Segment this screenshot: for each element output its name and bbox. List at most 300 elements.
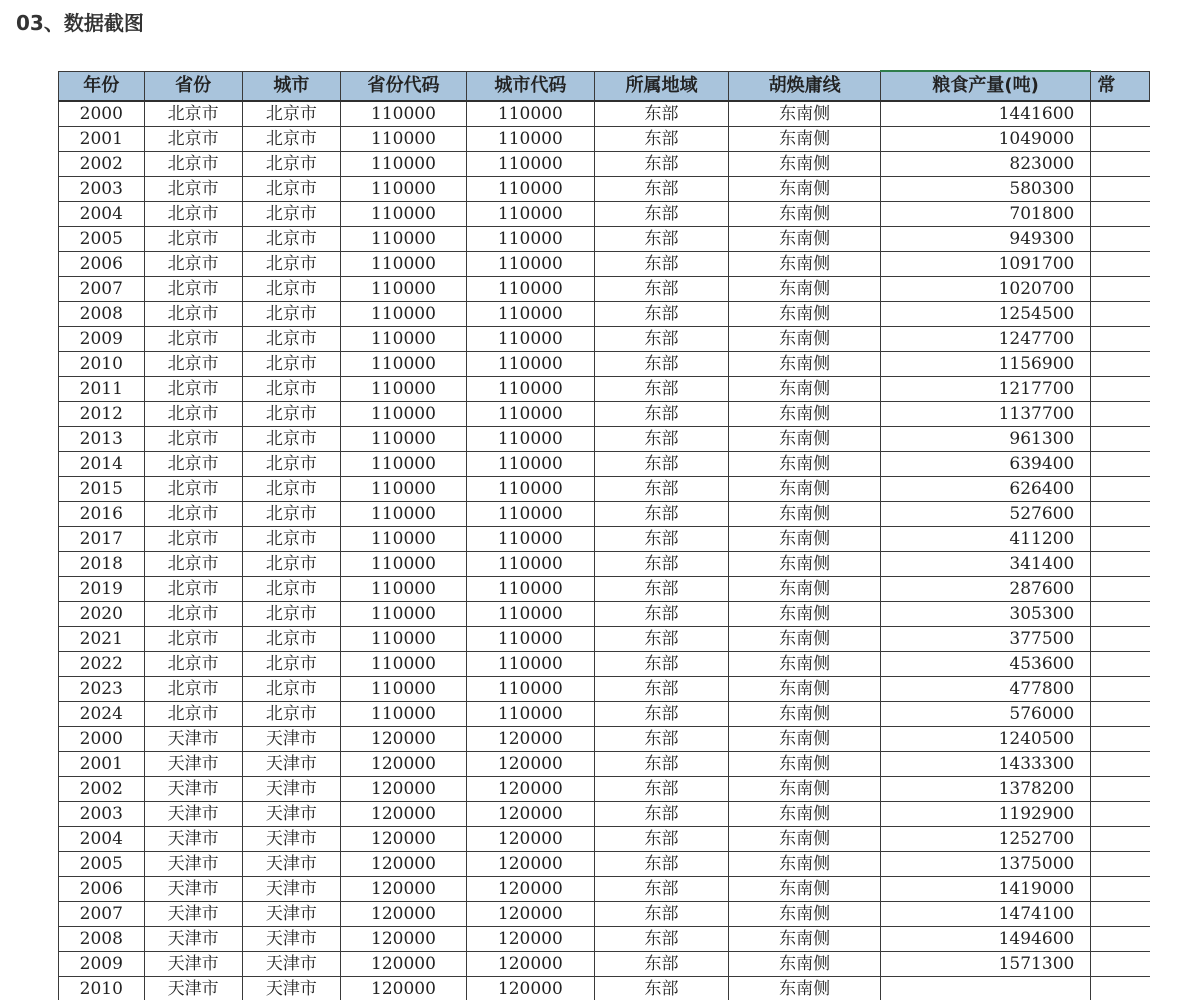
grain-output-cell[interactable]: 527600 — [880, 502, 1090, 527]
province-code-cell[interactable]: 120000 — [341, 827, 467, 852]
city-cell[interactable]: 北京市 — [242, 127, 340, 152]
empty-cell[interactable] — [1091, 727, 1150, 752]
province-cell[interactable]: 北京市 — [144, 202, 242, 227]
city-cell[interactable]: 北京市 — [242, 702, 340, 727]
hu-line-cell[interactable]: 东南侧 — [729, 302, 881, 327]
empty-cell[interactable] — [1091, 152, 1150, 177]
city-cell[interactable]: 北京市 — [242, 452, 340, 477]
year-cell[interactable]: 2008 — [59, 927, 145, 952]
city-cell[interactable]: 北京市 — [242, 252, 340, 277]
province-cell[interactable]: 北京市 — [144, 152, 242, 177]
grain-output-cell[interactable]: 1419000 — [880, 877, 1090, 902]
city-code-cell[interactable]: 120000 — [466, 852, 594, 877]
city-cell[interactable]: 北京市 — [242, 652, 340, 677]
empty-cell[interactable] — [1091, 877, 1150, 902]
grain-output-cell[interactable]: 287600 — [880, 577, 1090, 602]
year-cell[interactable]: 2010 — [59, 977, 145, 1000]
province-code-cell[interactable]: 110000 — [341, 602, 467, 627]
province-cell[interactable]: 北京市 — [144, 527, 242, 552]
region-cell[interactable]: 东部 — [594, 552, 729, 577]
province-code-cell[interactable]: 120000 — [341, 977, 467, 1000]
region-cell[interactable]: 东部 — [594, 352, 729, 377]
city-code-cell[interactable]: 110000 — [466, 502, 594, 527]
hu-line-cell[interactable]: 东南侧 — [729, 477, 881, 502]
city-code-cell[interactable]: 110000 — [466, 702, 594, 727]
region-cell[interactable]: 东部 — [594, 402, 729, 427]
province-cell[interactable]: 北京市 — [144, 552, 242, 577]
hu-line-cell[interactable]: 东南侧 — [729, 602, 881, 627]
city-code-cell[interactable]: 110000 — [466, 101, 594, 127]
region-cell[interactable]: 东部 — [594, 577, 729, 602]
city-code-cell[interactable]: 110000 — [466, 227, 594, 252]
region-cell[interactable]: 东部 — [594, 952, 729, 977]
province-code-cell[interactable]: 110000 — [341, 177, 467, 202]
region-cell[interactable]: 东部 — [594, 101, 729, 127]
header-province-code[interactable]: 省份代码 — [341, 71, 467, 101]
grain-output-cell[interactable]: 580300 — [880, 177, 1090, 202]
empty-cell[interactable] — [1091, 827, 1150, 852]
city-cell[interactable]: 北京市 — [242, 602, 340, 627]
province-cell[interactable]: 天津市 — [144, 802, 242, 827]
empty-cell[interactable] — [1091, 627, 1150, 652]
header-city-code[interactable]: 城市代码 — [466, 71, 594, 101]
grain-output-cell[interactable]: 626400 — [880, 477, 1090, 502]
grain-output-cell[interactable]: 1433300 — [880, 752, 1090, 777]
city-code-cell[interactable]: 110000 — [466, 302, 594, 327]
hu-line-cell[interactable]: 东南侧 — [729, 677, 881, 702]
province-code-cell[interactable]: 120000 — [341, 952, 467, 977]
empty-cell[interactable] — [1091, 427, 1150, 452]
hu-line-cell[interactable]: 东南侧 — [729, 702, 881, 727]
city-code-cell[interactable]: 110000 — [466, 677, 594, 702]
hu-line-cell[interactable]: 东南侧 — [729, 777, 881, 802]
hu-line-cell[interactable]: 东南侧 — [729, 727, 881, 752]
city-code-cell[interactable]: 110000 — [466, 577, 594, 602]
grain-output-cell[interactable]: 949300 — [880, 227, 1090, 252]
grain-output-cell[interactable]: 1217700 — [880, 377, 1090, 402]
hu-line-cell[interactable]: 东南侧 — [729, 627, 881, 652]
city-cell[interactable]: 北京市 — [242, 101, 340, 127]
empty-cell[interactable] — [1091, 777, 1150, 802]
year-cell[interactable]: 2006 — [59, 252, 145, 277]
empty-cell[interactable] — [1091, 702, 1150, 727]
empty-cell[interactable] — [1091, 902, 1150, 927]
province-code-cell[interactable]: 110000 — [341, 477, 467, 502]
empty-cell[interactable] — [1091, 652, 1150, 677]
region-cell[interactable]: 东部 — [594, 852, 729, 877]
year-cell[interactable]: 2004 — [59, 827, 145, 852]
grain-output-cell[interactable]: 305300 — [880, 602, 1090, 627]
province-cell[interactable]: 北京市 — [144, 702, 242, 727]
year-cell[interactable]: 2006 — [59, 877, 145, 902]
grain-output-cell[interactable]: 1247700 — [880, 327, 1090, 352]
province-code-cell[interactable]: 110000 — [341, 227, 467, 252]
province-cell[interactable]: 天津市 — [144, 902, 242, 927]
grain-output-cell[interactable]: 377500 — [880, 627, 1090, 652]
city-cell[interactable]: 天津市 — [242, 977, 340, 1000]
empty-cell[interactable] — [1091, 302, 1150, 327]
city-cell[interactable]: 北京市 — [242, 202, 340, 227]
grain-output-cell[interactable]: 639400 — [880, 452, 1090, 477]
city-code-cell[interactable]: 120000 — [466, 802, 594, 827]
province-cell[interactable]: 北京市 — [144, 477, 242, 502]
province-cell[interactable]: 天津市 — [144, 977, 242, 1000]
header-hu-line[interactable]: 胡焕庸线 — [729, 71, 881, 101]
grain-output-cell[interactable]: 823000 — [880, 152, 1090, 177]
year-cell[interactable]: 2002 — [59, 152, 145, 177]
province-code-cell[interactable]: 110000 — [341, 302, 467, 327]
province-cell[interactable]: 北京市 — [144, 452, 242, 477]
empty-cell[interactable] — [1091, 101, 1150, 127]
header-region[interactable]: 所属地域 — [594, 71, 729, 101]
grain-output-cell[interactable]: 1049000 — [880, 127, 1090, 152]
city-cell[interactable]: 北京市 — [242, 177, 340, 202]
province-code-cell[interactable]: 110000 — [341, 652, 467, 677]
hu-line-cell[interactable]: 东南侧 — [729, 552, 881, 577]
grain-output-cell[interactable]: 477800 — [880, 677, 1090, 702]
hu-line-cell[interactable]: 东南侧 — [729, 927, 881, 952]
year-cell[interactable]: 2002 — [59, 777, 145, 802]
city-cell[interactable]: 天津市 — [242, 752, 340, 777]
province-cell[interactable]: 北京市 — [144, 502, 242, 527]
region-cell[interactable]: 东部 — [594, 477, 729, 502]
city-cell[interactable]: 北京市 — [242, 227, 340, 252]
city-code-cell[interactable]: 110000 — [466, 602, 594, 627]
hu-line-cell[interactable]: 东南侧 — [729, 852, 881, 877]
province-code-cell[interactable]: 110000 — [341, 202, 467, 227]
city-cell[interactable]: 北京市 — [242, 377, 340, 402]
year-cell[interactable]: 2021 — [59, 627, 145, 652]
region-cell[interactable]: 东部 — [594, 152, 729, 177]
year-cell[interactable]: 2005 — [59, 852, 145, 877]
empty-cell[interactable] — [1091, 127, 1150, 152]
province-code-cell[interactable]: 110000 — [341, 502, 467, 527]
province-code-cell[interactable]: 120000 — [341, 877, 467, 902]
hu-line-cell[interactable]: 东南侧 — [729, 252, 881, 277]
province-cell[interactable]: 北京市 — [144, 427, 242, 452]
province-cell[interactable]: 北京市 — [144, 677, 242, 702]
province-cell[interactable]: 北京市 — [144, 652, 242, 677]
city-cell[interactable]: 天津市 — [242, 852, 340, 877]
region-cell[interactable]: 东部 — [594, 827, 729, 852]
hu-line-cell[interactable]: 东南侧 — [729, 152, 881, 177]
hu-line-cell[interactable]: 东南侧 — [729, 177, 881, 202]
province-code-cell[interactable]: 110000 — [341, 577, 467, 602]
hu-line-cell[interactable]: 东南侧 — [729, 352, 881, 377]
province-cell[interactable]: 北京市 — [144, 302, 242, 327]
header-next-column[interactable]: 常 — [1091, 71, 1150, 101]
empty-cell[interactable] — [1091, 802, 1150, 827]
region-cell[interactable]: 东部 — [594, 627, 729, 652]
province-code-cell[interactable]: 110000 — [341, 252, 467, 277]
year-cell[interactable]: 2013 — [59, 427, 145, 452]
province-cell[interactable]: 北京市 — [144, 277, 242, 302]
city-cell[interactable]: 天津市 — [242, 927, 340, 952]
city-cell[interactable]: 天津市 — [242, 802, 340, 827]
hu-line-cell[interactable]: 东南侧 — [729, 502, 881, 527]
city-cell[interactable]: 天津市 — [242, 877, 340, 902]
city-cell[interactable]: 天津市 — [242, 827, 340, 852]
city-cell[interactable]: 天津市 — [242, 952, 340, 977]
empty-cell[interactable] — [1091, 677, 1150, 702]
province-cell[interactable]: 北京市 — [144, 252, 242, 277]
city-code-cell[interactable]: 110000 — [466, 477, 594, 502]
region-cell[interactable]: 东部 — [594, 902, 729, 927]
hu-line-cell[interactable]: 东南侧 — [729, 652, 881, 677]
year-cell[interactable]: 2009 — [59, 952, 145, 977]
region-cell[interactable]: 东部 — [594, 727, 729, 752]
city-code-cell[interactable]: 110000 — [466, 377, 594, 402]
hu-line-cell[interactable]: 东南侧 — [729, 327, 881, 352]
year-cell[interactable]: 2008 — [59, 302, 145, 327]
grain-output-cell[interactable]: 1240500 — [880, 727, 1090, 752]
city-code-cell[interactable]: 110000 — [466, 527, 594, 552]
year-cell[interactable]: 2023 — [59, 677, 145, 702]
province-code-cell[interactable]: 110000 — [341, 552, 467, 577]
year-cell[interactable]: 2016 — [59, 502, 145, 527]
city-code-cell[interactable]: 110000 — [466, 327, 594, 352]
city-code-cell[interactable]: 110000 — [466, 152, 594, 177]
city-code-cell[interactable]: 110000 — [466, 652, 594, 677]
region-cell[interactable]: 东部 — [594, 177, 729, 202]
province-code-cell[interactable]: 120000 — [341, 752, 467, 777]
grain-output-cell[interactable]: 1254500 — [880, 302, 1090, 327]
city-code-cell[interactable]: 110000 — [466, 277, 594, 302]
province-code-cell[interactable]: 110000 — [341, 427, 467, 452]
province-code-cell[interactable]: 110000 — [341, 377, 467, 402]
hu-line-cell[interactable]: 东南侧 — [729, 952, 881, 977]
city-cell[interactable]: 北京市 — [242, 402, 340, 427]
province-cell[interactable]: 北京市 — [144, 177, 242, 202]
province-cell[interactable]: 天津市 — [144, 927, 242, 952]
region-cell[interactable]: 东部 — [594, 652, 729, 677]
region-cell[interactable]: 东部 — [594, 602, 729, 627]
empty-cell[interactable] — [1091, 177, 1150, 202]
grain-output-cell[interactable]: 1494600 — [880, 927, 1090, 952]
year-cell[interactable]: 2001 — [59, 752, 145, 777]
grain-output-cell[interactable]: 1474100 — [880, 902, 1090, 927]
hu-line-cell[interactable]: 东南侧 — [729, 427, 881, 452]
year-cell[interactable]: 2001 — [59, 127, 145, 152]
empty-cell[interactable] — [1091, 202, 1150, 227]
city-code-cell[interactable]: 120000 — [466, 752, 594, 777]
city-code-cell[interactable]: 120000 — [466, 827, 594, 852]
grain-output-cell[interactable]: 1156900 — [880, 352, 1090, 377]
province-code-cell[interactable]: 120000 — [341, 927, 467, 952]
empty-cell[interactable] — [1091, 852, 1150, 877]
city-cell[interactable]: 北京市 — [242, 627, 340, 652]
province-cell[interactable]: 北京市 — [144, 627, 242, 652]
city-cell[interactable]: 北京市 — [242, 302, 340, 327]
city-code-cell[interactable]: 120000 — [466, 952, 594, 977]
empty-cell[interactable] — [1091, 402, 1150, 427]
empty-cell[interactable] — [1091, 227, 1150, 252]
province-code-cell[interactable]: 110000 — [341, 527, 467, 552]
empty-cell[interactable] — [1091, 327, 1150, 352]
province-cell[interactable]: 天津市 — [144, 727, 242, 752]
city-code-cell[interactable]: 110000 — [466, 127, 594, 152]
year-cell[interactable]: 2022 — [59, 652, 145, 677]
hu-line-cell[interactable]: 东南侧 — [729, 527, 881, 552]
city-code-cell[interactable]: 110000 — [466, 552, 594, 577]
year-cell[interactable]: 2018 — [59, 552, 145, 577]
hu-line-cell[interactable]: 东南侧 — [729, 802, 881, 827]
region-cell[interactable]: 东部 — [594, 977, 729, 1000]
empty-cell[interactable] — [1091, 552, 1150, 577]
city-code-cell[interactable]: 110000 — [466, 402, 594, 427]
hu-line-cell[interactable]: 东南侧 — [729, 877, 881, 902]
grain-output-cell[interactable]: 576000 — [880, 702, 1090, 727]
hu-line-cell[interactable]: 东南侧 — [729, 377, 881, 402]
year-cell[interactable]: 2000 — [59, 727, 145, 752]
grain-output-cell[interactable]: 1137700 — [880, 402, 1090, 427]
header-grain-output[interactable]: 粮食产量(吨) — [880, 71, 1090, 101]
year-cell[interactable]: 2011 — [59, 377, 145, 402]
empty-cell[interactable] — [1091, 352, 1150, 377]
region-cell[interactable]: 东部 — [594, 302, 729, 327]
hu-line-cell[interactable]: 东南侧 — [729, 827, 881, 852]
province-cell[interactable]: 北京市 — [144, 602, 242, 627]
province-code-cell[interactable]: 110000 — [341, 127, 467, 152]
province-code-cell[interactable]: 110000 — [341, 327, 467, 352]
year-cell[interactable]: 2000 — [59, 101, 145, 127]
year-cell[interactable]: 2017 — [59, 527, 145, 552]
province-code-cell[interactable]: 110000 — [341, 352, 467, 377]
grain-output-cell[interactable]: 1375000 — [880, 852, 1090, 877]
hu-line-cell[interactable]: 东南侧 — [729, 977, 881, 1000]
year-cell[interactable]: 2007 — [59, 277, 145, 302]
city-code-cell[interactable]: 120000 — [466, 927, 594, 952]
empty-cell[interactable] — [1091, 752, 1150, 777]
city-cell[interactable]: 北京市 — [242, 152, 340, 177]
region-cell[interactable]: 东部 — [594, 452, 729, 477]
empty-cell[interactable] — [1091, 377, 1150, 402]
empty-cell[interactable] — [1091, 602, 1150, 627]
city-code-cell[interactable]: 110000 — [466, 177, 594, 202]
province-cell[interactable]: 天津市 — [144, 777, 242, 802]
hu-line-cell[interactable]: 东南侧 — [729, 202, 881, 227]
hu-line-cell[interactable]: 东南侧 — [729, 277, 881, 302]
year-cell[interactable]: 2005 — [59, 227, 145, 252]
city-code-cell[interactable]: 120000 — [466, 877, 594, 902]
hu-line-cell[interactable]: 东南侧 — [729, 227, 881, 252]
city-cell[interactable]: 北京市 — [242, 502, 340, 527]
region-cell[interactable]: 东部 — [594, 227, 729, 252]
province-cell[interactable]: 天津市 — [144, 827, 242, 852]
year-cell[interactable]: 2012 — [59, 402, 145, 427]
province-cell[interactable]: 北京市 — [144, 327, 242, 352]
province-code-cell[interactable]: 110000 — [341, 702, 467, 727]
city-cell[interactable]: 天津市 — [242, 902, 340, 927]
year-cell[interactable]: 2015 — [59, 477, 145, 502]
city-code-cell[interactable]: 110000 — [466, 202, 594, 227]
city-cell[interactable]: 北京市 — [242, 327, 340, 352]
province-cell[interactable]: 北京市 — [144, 127, 242, 152]
empty-cell[interactable] — [1091, 452, 1150, 477]
year-cell[interactable]: 2007 — [59, 902, 145, 927]
region-cell[interactable]: 东部 — [594, 502, 729, 527]
region-cell[interactable]: 东部 — [594, 702, 729, 727]
city-code-cell[interactable]: 120000 — [466, 727, 594, 752]
year-cell[interactable]: 2003 — [59, 802, 145, 827]
hu-line-cell[interactable]: 东南侧 — [729, 452, 881, 477]
province-cell[interactable]: 北京市 — [144, 577, 242, 602]
grain-output-cell[interactable]: 453600 — [880, 652, 1090, 677]
region-cell[interactable]: 东部 — [594, 777, 729, 802]
grain-output-cell[interactable]: 1252700 — [880, 827, 1090, 852]
city-cell[interactable]: 北京市 — [242, 277, 340, 302]
year-cell[interactable]: 2019 — [59, 577, 145, 602]
hu-line-cell[interactable]: 东南侧 — [729, 902, 881, 927]
province-code-cell[interactable]: 110000 — [341, 152, 467, 177]
city-code-cell[interactable]: 110000 — [466, 452, 594, 477]
city-cell[interactable]: 北京市 — [242, 477, 340, 502]
empty-cell[interactable] — [1091, 527, 1150, 552]
province-cell[interactable]: 北京市 — [144, 352, 242, 377]
hu-line-cell[interactable]: 东南侧 — [729, 127, 881, 152]
empty-cell[interactable] — [1091, 577, 1150, 602]
year-cell[interactable]: 2004 — [59, 202, 145, 227]
province-code-cell[interactable]: 110000 — [341, 277, 467, 302]
grain-output-cell[interactable]: 1091700 — [880, 252, 1090, 277]
hu-line-cell[interactable]: 东南侧 — [729, 752, 881, 777]
hu-line-cell[interactable]: 东南侧 — [729, 577, 881, 602]
region-cell[interactable]: 东部 — [594, 377, 729, 402]
grain-output-cell[interactable]: 1378200 — [880, 777, 1090, 802]
grain-output-cell[interactable]: 1441600 — [880, 101, 1090, 127]
province-code-cell[interactable]: 110000 — [341, 101, 467, 127]
grain-output-cell[interactable]: 411200 — [880, 527, 1090, 552]
year-cell[interactable]: 2014 — [59, 452, 145, 477]
year-cell[interactable]: 2010 — [59, 352, 145, 377]
province-cell[interactable]: 天津市 — [144, 877, 242, 902]
region-cell[interactable]: 东部 — [594, 252, 729, 277]
hu-line-cell[interactable]: 东南侧 — [729, 402, 881, 427]
region-cell[interactable]: 东部 — [594, 802, 729, 827]
city-code-cell[interactable]: 120000 — [466, 902, 594, 927]
city-cell[interactable]: 北京市 — [242, 577, 340, 602]
province-code-cell[interactable]: 110000 — [341, 677, 467, 702]
province-cell[interactable]: 北京市 — [144, 377, 242, 402]
province-code-cell[interactable]: 120000 — [341, 727, 467, 752]
empty-cell[interactable] — [1091, 977, 1150, 1000]
city-cell[interactable]: 天津市 — [242, 727, 340, 752]
grain-output-cell[interactable]: 961300 — [880, 427, 1090, 452]
empty-cell[interactable] — [1091, 252, 1150, 277]
empty-cell[interactable] — [1091, 927, 1150, 952]
region-cell[interactable]: 东部 — [594, 752, 729, 777]
city-cell[interactable]: 北京市 — [242, 527, 340, 552]
province-code-cell[interactable]: 120000 — [341, 852, 467, 877]
province-code-cell[interactable]: 110000 — [341, 452, 467, 477]
hu-line-cell[interactable]: 东南侧 — [729, 101, 881, 127]
grain-output-cell[interactable]: 1020700 — [880, 277, 1090, 302]
grain-output-cell[interactable]: 341400 — [880, 552, 1090, 577]
year-cell[interactable]: 2020 — [59, 602, 145, 627]
province-code-cell[interactable]: 120000 — [341, 802, 467, 827]
province-cell[interactable]: 北京市 — [144, 227, 242, 252]
city-cell[interactable]: 北京市 — [242, 552, 340, 577]
grain-output-cell[interactable] — [880, 977, 1090, 1000]
empty-cell[interactable] — [1091, 277, 1150, 302]
city-code-cell[interactable]: 110000 — [466, 627, 594, 652]
province-cell[interactable]: 天津市 — [144, 852, 242, 877]
region-cell[interactable]: 东部 — [594, 427, 729, 452]
year-cell[interactable]: 2009 — [59, 327, 145, 352]
header-city[interactable]: 城市 — [242, 71, 340, 101]
header-year[interactable]: 年份 — [59, 71, 145, 101]
city-code-cell[interactable]: 120000 — [466, 777, 594, 802]
